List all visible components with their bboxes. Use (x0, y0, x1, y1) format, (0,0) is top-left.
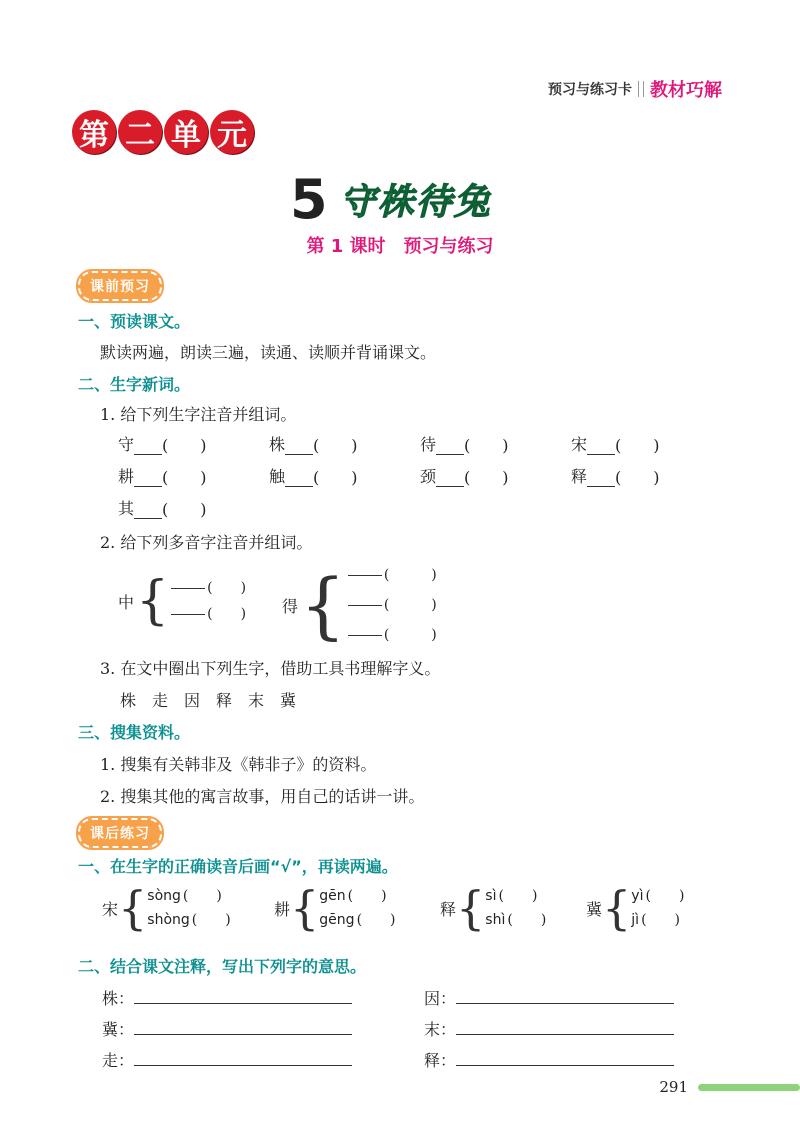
word-paren[interactable]: ( ) (464, 436, 509, 455)
reading-group (274, 881, 396, 935)
answer-line[interactable] (456, 1002, 674, 1004)
word-paren[interactable]: ( ) (162, 468, 207, 487)
meaning-item (424, 1048, 674, 1071)
word-paren[interactable]: ( ) (464, 468, 509, 487)
check-paren[interactable]: ( ) (191, 912, 231, 928)
char-item (269, 464, 420, 487)
char-row-2 (118, 464, 691, 487)
char: 株 (269, 435, 286, 454)
meaning-label: 末： (424, 1020, 457, 1039)
word-paren[interactable]: ( ) (383, 567, 437, 583)
reading-char: 释 (440, 899, 457, 919)
pre-s1-heading: 一、预读课文。 (78, 312, 191, 331)
lesson-title: 守株待兔 (339, 182, 492, 223)
page-number-bar (698, 1084, 800, 1091)
reading-option: shì (485, 912, 506, 928)
pre-s2-q3: 3. 在文中圈出下列生字，借助工具书理解字义。 (100, 659, 441, 678)
char-item (269, 432, 420, 455)
word-paren[interactable]: ( ) (615, 468, 660, 487)
pinyin-blank[interactable] (436, 454, 464, 455)
reading-option: yì (631, 888, 644, 904)
polyphone-de (282, 560, 437, 650)
post-s1-heading: 一、在生字的正确读音后画“√”，再读两遍。 (78, 857, 398, 876)
check-paren[interactable]: ( ) (645, 888, 685, 904)
reading-option: shòng (147, 912, 190, 928)
meaning-item (102, 1017, 352, 1040)
char-item (118, 464, 269, 487)
char-item (571, 464, 691, 487)
pinyin-blank[interactable] (348, 575, 382, 576)
reading-option: gēng (319, 912, 355, 928)
polyphone-lines (171, 575, 246, 627)
header-divider (638, 81, 644, 97)
pinyin-blank[interactable] (171, 588, 205, 589)
unit-char: 第 (72, 110, 116, 154)
meaning-label: 走： (102, 1051, 135, 1070)
brace: { (136, 571, 170, 631)
pinyin-blank[interactable] (436, 486, 464, 487)
meaning-label: 因： (424, 989, 457, 1008)
meaning-item (102, 1048, 352, 1071)
circle-chars: 株 走 因 释 末 冀 (120, 691, 297, 710)
pinyin-blank[interactable] (134, 486, 162, 487)
word-paren[interactable]: ( ) (162, 436, 207, 455)
brace: { (118, 881, 148, 935)
unit-char: 元 (210, 110, 254, 154)
check-paren[interactable]: ( ) (182, 888, 222, 904)
pre-class-pill: 课前预习 (78, 271, 162, 301)
brace: { (456, 881, 486, 935)
brace: { (300, 563, 346, 647)
lesson-number: 5 (290, 168, 328, 231)
pinyin-blank[interactable] (587, 486, 615, 487)
pre-s2-heading: 二、生字新词。 (78, 375, 191, 394)
pinyin-blank[interactable] (285, 486, 313, 487)
check-paren[interactable]: ( ) (347, 888, 387, 904)
running-header (548, 76, 722, 102)
char-item (571, 432, 691, 455)
pinyin-blank[interactable] (134, 454, 162, 455)
page-number: 291 (659, 1078, 688, 1096)
pre-s1-text: 默读两遍，朗读三遍，读通、读顺并背诵课文。 (100, 343, 437, 362)
pre-s2-q2: 2. 给下列多音字注音并组词。 (100, 533, 313, 552)
meaning-item (424, 1017, 674, 1040)
char-row-3 (118, 496, 207, 519)
pre-s2-q1: 1. 给下列生字注音并组词。 (100, 405, 297, 424)
char: 守 (118, 435, 135, 454)
polyphone-char: 得 (282, 596, 299, 616)
check-paren[interactable]: ( ) (641, 912, 681, 928)
pre-s3-item: 2. 搜集其他的寓言故事，用自己的话讲一讲。 (100, 787, 425, 806)
meaning-label: 释： (424, 1051, 457, 1070)
reading-char: 耕 (274, 899, 291, 919)
char: 宋 (571, 435, 588, 454)
char: 待 (420, 435, 437, 454)
answer-line[interactable] (134, 1064, 352, 1066)
answer-line[interactable] (134, 1033, 352, 1035)
header-book-label: 教材巧解 (650, 80, 722, 101)
char: 其 (118, 499, 135, 518)
check-paren[interactable]: ( ) (507, 912, 547, 928)
word-paren[interactable]: ( ) (615, 436, 660, 455)
meaning-label: 株： (102, 989, 135, 1008)
char-item (420, 432, 571, 455)
reading-option: jì (631, 912, 640, 928)
char: 颈 (420, 467, 437, 486)
char-item (420, 464, 571, 487)
polyphone-zhong (118, 571, 247, 631)
pinyin-blank[interactable] (134, 518, 162, 519)
check-paren[interactable]: ( ) (498, 888, 538, 904)
brace: { (290, 881, 320, 935)
lesson-heading (290, 168, 492, 231)
char: 释 (571, 467, 588, 486)
char: 耕 (118, 467, 135, 486)
word-paren[interactable]: ( ) (313, 468, 358, 487)
pre-s3-heading: 三、搜集资料。 (78, 723, 191, 742)
pinyin-blank[interactable] (348, 635, 382, 636)
answer-line[interactable] (456, 1033, 674, 1035)
word-paren[interactable]: ( ) (207, 580, 247, 596)
char-item (118, 432, 269, 455)
char: 触 (269, 467, 286, 486)
lesson-subtitle: 第 1 课时 预习与练习 (306, 236, 494, 257)
reading-option: sì (485, 888, 497, 904)
word-paren[interactable]: ( ) (162, 500, 207, 519)
word-paren[interactable]: ( ) (313, 436, 358, 455)
brace: { (602, 881, 632, 935)
word-paren[interactable]: ( ) (383, 597, 437, 613)
post-s2-heading: 二、结合课文注释，写出下列字的意思。 (78, 957, 367, 976)
char-row-1 (118, 432, 691, 455)
reading-option: gēn (319, 888, 346, 904)
check-paren[interactable]: ( ) (356, 912, 396, 928)
meaning-item (102, 986, 352, 1009)
unit-char: 二 (118, 110, 162, 154)
pre-s3-item: 1. 搜集有关韩非及《韩非子》的资料。 (100, 755, 377, 774)
answer-line[interactable] (134, 1002, 352, 1004)
polyphone-char: 中 (118, 592, 135, 612)
char-item (118, 496, 207, 519)
unit-char: 单 (164, 110, 208, 154)
reading-group (440, 881, 547, 935)
word-paren[interactable]: ( ) (383, 627, 437, 643)
pinyin-blank[interactable] (171, 614, 205, 615)
answer-line[interactable] (456, 1064, 674, 1066)
pinyin-blank[interactable] (348, 605, 382, 606)
meaning-item (424, 986, 674, 1009)
header-card-label: 预习与练习卡 (548, 82, 632, 98)
pinyin-blank[interactable] (587, 454, 615, 455)
reading-char: 宋 (102, 899, 119, 919)
meaning-label: 冀： (102, 1020, 135, 1039)
polyphone-lines (348, 560, 437, 650)
reading-char: 冀 (586, 899, 603, 919)
reading-option: sòng (147, 888, 181, 904)
word-paren[interactable]: ( ) (207, 606, 247, 622)
reading-group (586, 881, 685, 935)
pinyin-blank[interactable] (285, 454, 313, 455)
reading-group (102, 881, 231, 935)
unit-badge (72, 110, 254, 154)
post-class-pill: 课后练习 (78, 818, 162, 848)
